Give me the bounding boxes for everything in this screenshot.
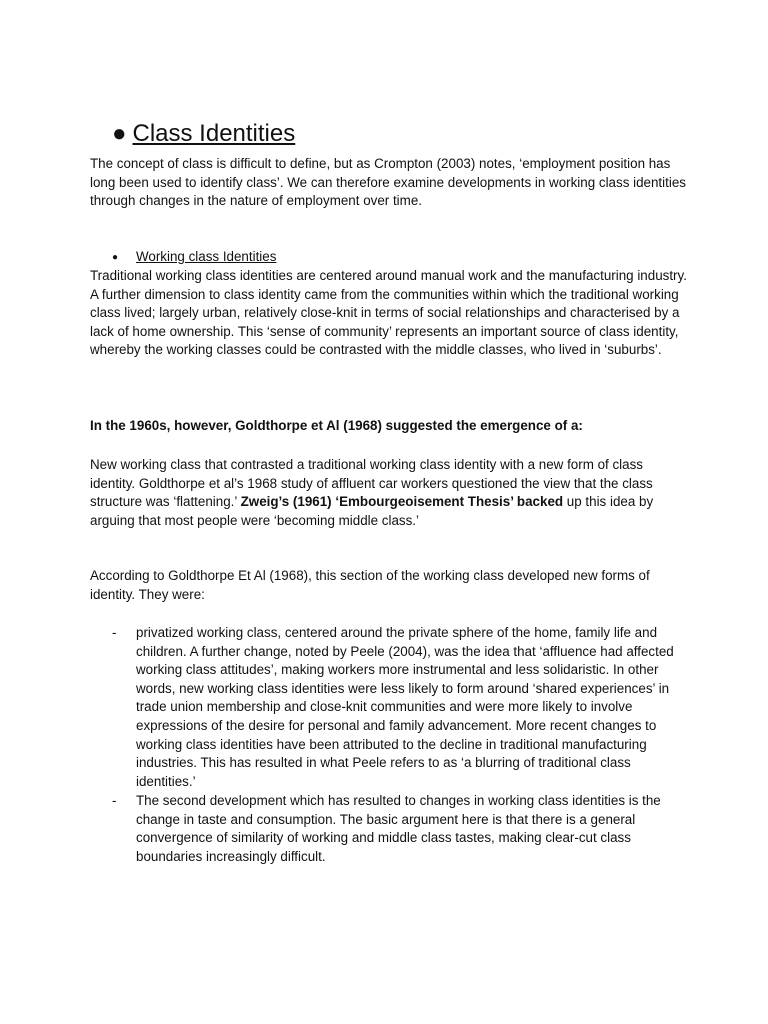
new-working-class-text-1: New working class that contrasted a traditional working class identity with a new form of class identity. Goldthorpe et al’s 1968 study of affluent car workers questioned the view that the class structure was ‘flattening.’ [90, 457, 653, 510]
heading-title: Class Identities [132, 120, 296, 147]
section-heading [112, 117, 295, 151]
heading-bullet: ● [112, 120, 127, 147]
list-dash: - [112, 793, 117, 808]
list-dash: - [112, 625, 117, 640]
bold-statement: In the 1960s, however, Goldthorpe et Al (1968) suggested the emergence of a: [90, 418, 583, 433]
new-working-class-paragraph [90, 456, 690, 530]
according-paragraph: According to Goldthorpe Et Al (1968), this section of the working class developed new forms of identity. They were: [90, 568, 650, 602]
list-item [112, 792, 682, 866]
list-item [112, 624, 682, 791]
subheading-bullet: ● [112, 252, 119, 263]
new-working-class-bold: Zweig’s (1961) ‘Embourgeoisement Thesis’ backed [240, 494, 564, 510]
new-working-class-text-2: up this idea by arguing that most people were ‘becoming middle class.’ [90, 494, 654, 528]
list-item-text: The second development which has resulted to changes in working class identities is the change in taste and consumption. The basic argument here is that there is a general convergence of similarity of working and middle class tastes, making clear-cut class boundaries increasingly difficult. [136, 793, 661, 864]
intro-paragraph: The concept of class is difficult to define, but as Crompton (2003) notes, ‘employment position has long been used to identify class’. We can therefore examine developments in working class identities through changes in the nature of employment over time. [90, 156, 686, 209]
development-list-1 [112, 624, 682, 791]
development-list-2 [112, 792, 682, 866]
list-item-text: privatized working class, centered around the private sphere of the home, family life and children. A further change, noted by Peele (2004), was the idea that ‘affluence had affected working class attitudes’, making workers more instrumental and less solidaristic. In other words, new working class identities were less likely to form around ‘shared experiences’ in trade union membership and close-knit communities and were more likely to involve expressions of the desire for personal and family advancement. More recent changes to working class identities have been attributed to the decline in traditional manufacturing industries. This has resulted in what Peele refers to as ‘a blurring of traditional class identities.’ [136, 625, 674, 789]
traditional-paragraph: Traditional working class identities are centered around manual work and the manufacturing industry. A further dimension to class identity came from the communities within which the traditional working class lived; largely urban, relatively close-knit in terms of social relationships and characterised by a lack of home ownership. This ‘sense of community’ represents an important source of class identity, whereby the working classes could be contrasted with the middle classes, who lived in ‘suburbs’. [90, 268, 687, 358]
sub-heading [112, 248, 276, 268]
subheading-title: Working class Identities [136, 249, 277, 264]
